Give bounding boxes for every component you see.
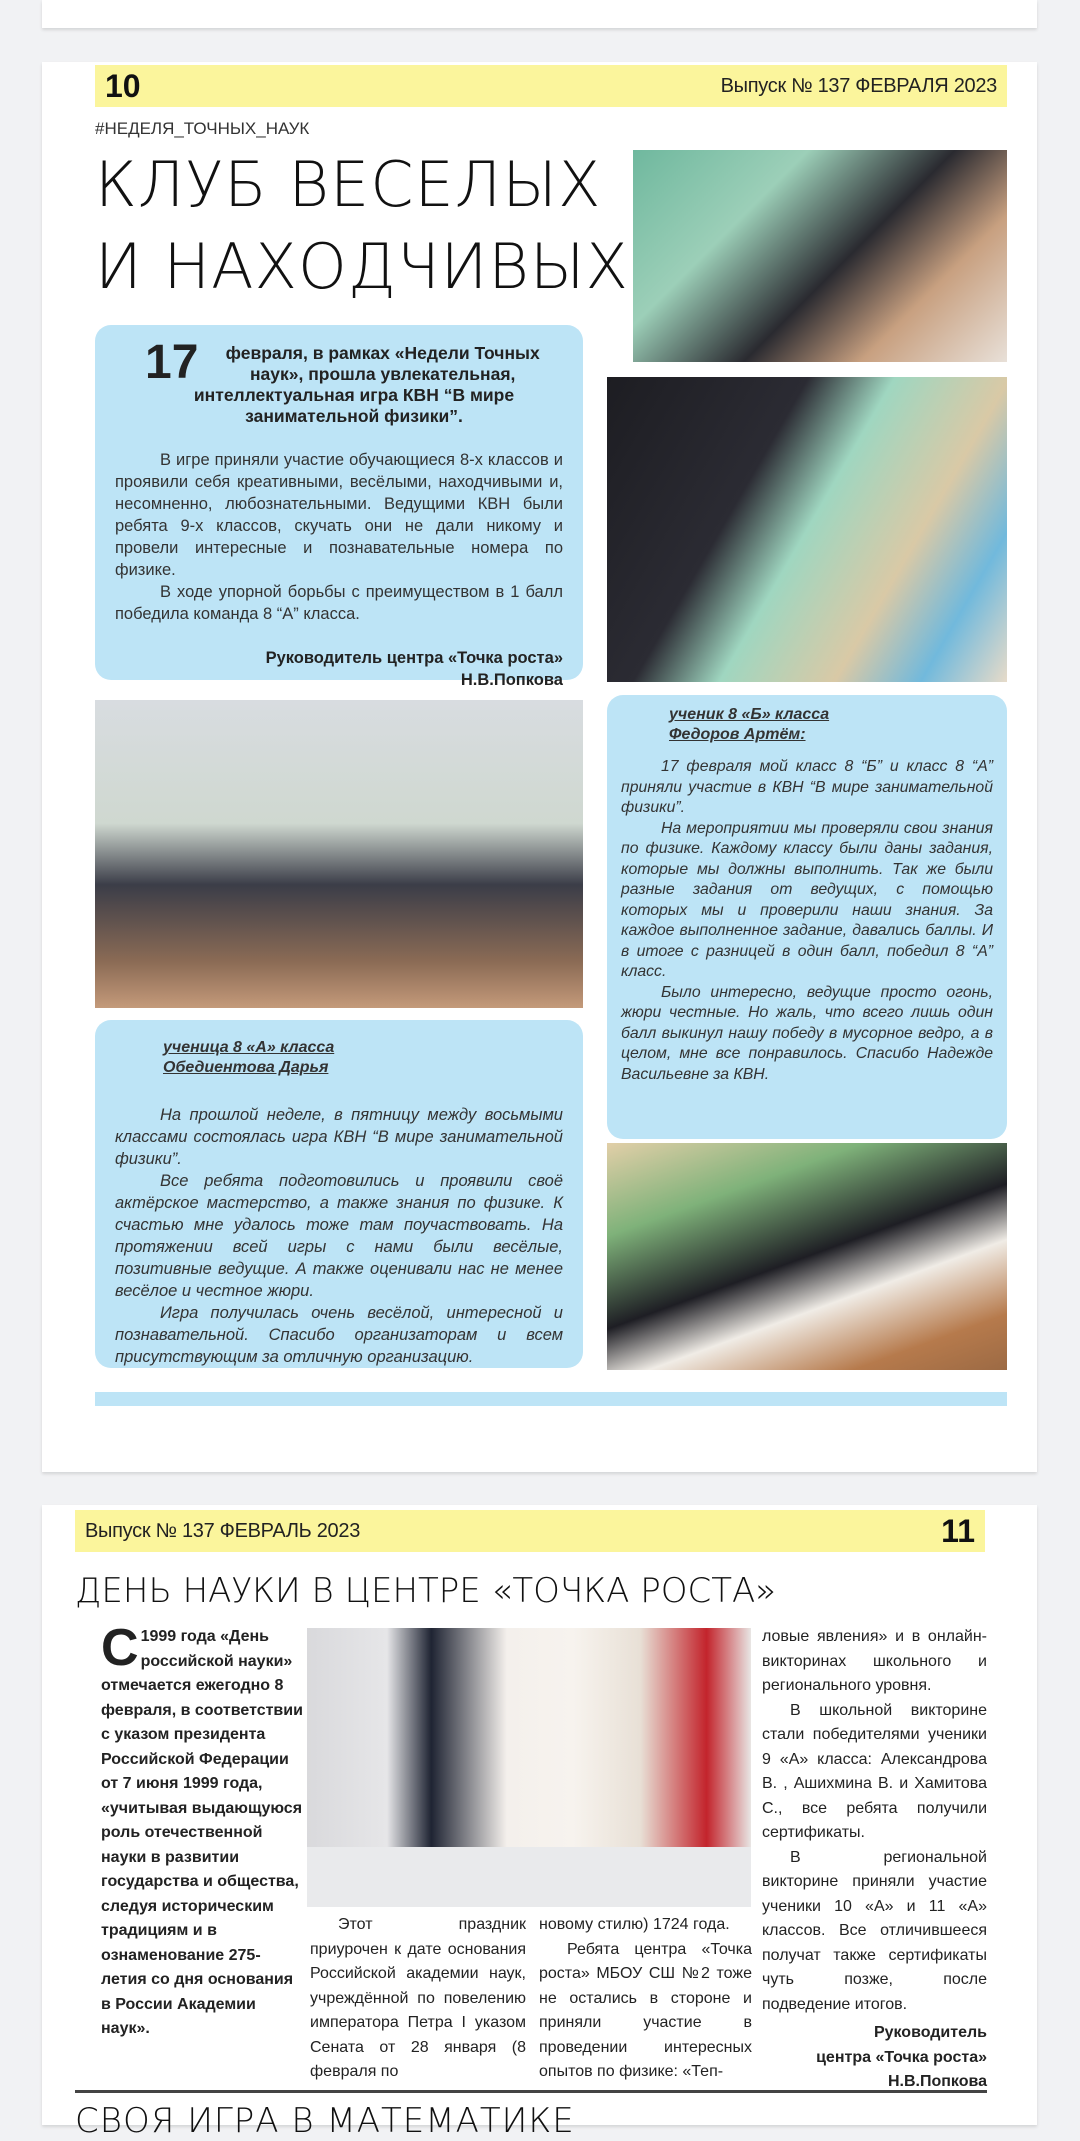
paragraph: Этот праздник приурочен к дате основания Российской академии наук, учреждённой по повелению императора Петра I указом Сената от 28 января (8 февраля по (310, 1916, 526, 2080)
signature-name: Н.В.Попкова (887, 2073, 987, 2090)
column-3 (539, 1913, 752, 2085)
newspaper-page-10 (42, 62, 1037, 1472)
quote-obedientova (95, 1020, 583, 1368)
issue-info: Выпуск № 137 ФЕВРАЛЬ 2023 (85, 1519, 361, 1542)
photo-class-with-hats (607, 1143, 1007, 1370)
paragraph: В ходе упорной борьбы с преимуществом в 1 балл победила команда 8 “А” класса. (115, 583, 563, 623)
issue-info: Выпуск № 137 ФЕВРАЛЯ 2023 (720, 74, 997, 97)
previous-page (42, 0, 1037, 28)
photo-science-experiment (307, 1628, 751, 1907)
author-line: ученица 8 «А» класса (163, 1039, 335, 1056)
paragraph: В школьной викторине стали победителями ученики 9 «А» класса: Александрова В. , Ашихмина В. и Хамитова С., все ребята получили сертификаты. (762, 1701, 987, 1841)
newspaper-page-11 (42, 1505, 1037, 2141)
divider-bar (95, 1392, 1007, 1406)
signature-name: Н.В.Попкова (460, 671, 563, 689)
paragraph: Игра получилась очень весёлой, интересной и познавательной. Спасибо организаторам и всем присутствующим за отличную организацию. (115, 1304, 563, 1366)
drop-cap: С (101, 1619, 139, 1677)
column-2 (310, 1913, 526, 2085)
photo-boys-with-balloon (607, 377, 1007, 682)
page-header (75, 1510, 985, 1552)
author-line: Федоров Артём: (669, 726, 806, 743)
paragraph: новому стилю) 1724 года. (539, 1916, 730, 1933)
paragraph: На мероприятии мы проверяли свои знания по физике. Каждому классу были даны задания, которые мы должны выполнить. Так же были разные задания от ведущих, с помощью которых мы и проверили наши знания. За каждое выполненное задание, давались баллы. И в итоге с разницей в один балл, победил 8 “А” класс. (621, 819, 993, 980)
signature: центра «Точка роста» (816, 2048, 987, 2066)
paragraph: Было интересно, ведущие просто огонь, жюри честные. Но жаль, что всего лишь один балл выкинул нашу победу в мусорное ведро, а в целом, мне все понравилось. Спасибо Надежде Васильевне за КВН. (621, 983, 993, 1083)
title-line: И НАХОДЧИВЫХ (95, 230, 630, 303)
quote-author (163, 1038, 563, 1078)
next-article-title: СВОЯ ИГРА В МАТЕМАТИКЕ (75, 2101, 575, 2141)
paragraph: В региональной викторине приняли участие ученики 10 «А» и 11 «А» классов. Все отличившееся получат также сертификаты чуть позже, после подведение итогов. (762, 1848, 987, 2013)
paragraph: Все ребята подготовились и проявили своё актёрское мастерство, а также знания по физике. К счастью мне удалось тоже там поучаствовать. На протяжении всей игры с нами были весёлые, позитивные ведущие. А также оценивали нас не менее весёлое и честное жюри. (115, 1172, 563, 1300)
paragraph: ловые явления» и в онлайн-викторинах школьного и регионального уровня. (762, 1628, 987, 1694)
page-number: 11 (941, 1512, 975, 1549)
section-divider (75, 2090, 987, 2093)
paragraph: На прошлой неделе, в пятницу между восьмыми классами состоялась игра КВН “В мире занимательной физики”. (115, 1106, 563, 1168)
paragraph: 17 февраля мой класс 8 “Б” и класс 8 “А” приняли участие в КВН “В мире занимательной физики”. (621, 758, 993, 816)
page-number: 10 (105, 67, 141, 104)
paragraph: В игре приняли участие обучающиеся 8-х классов и проявили себя креативными, весёлыми, находчивыми и, несомненно, любознательными. Ведущими КВН были ребята 9-х классов, скучать они не дали никому и провели интересные и познавательные номера по физике. (115, 451, 563, 579)
intro-lead: февраля, в рамках «Недели Точных наук», прошла увлекательная, интеллектуальная игра КВН “В мире занимательной физики”. (193, 343, 540, 426)
article-title (95, 144, 629, 308)
article-title: ДЕНЬ НАУКИ В ЦЕНТРЕ «ТОЧКА РОСТА» (75, 1571, 777, 1611)
paragraph: Ребята центра «Точка роста» МБОУ СШ №2 тоже не остались в стороне и приняли участие в проведении интересных опытов по физике: «Теп- (539, 1940, 752, 2080)
hashtag: #НЕДЕЛЯ_ТОЧНЫХ_НАУК (95, 119, 310, 138)
signature: Руководитель (873, 2024, 987, 2041)
drop-cap: 17 (145, 336, 199, 389)
page-header (95, 65, 1007, 107)
author-line: ученик 8 «Б» класса (669, 706, 830, 723)
column-4 (762, 1625, 987, 2095)
photo-students-in-hats (633, 150, 1007, 362)
signature: Руководитель центра «Точка роста» (265, 649, 563, 667)
column-1 (101, 1619, 303, 2042)
intro-box (95, 325, 583, 689)
author-line: Обедиентова Дарья (163, 1059, 329, 1076)
paragraph: 1999 года «День российской науки» отмечается ежегодно 8 февраля, в соответствии с указом президента Российской Федерации от 7 июня 1999 года, «учитывая выдающуюся роль отечественной науки в развитии государства и общества, следуя историческим традициям и в ознаменование 275-летия со дня основания в России Академии наук». (101, 1628, 303, 2037)
title-line: КЛУБ ВЕСЕЛЫХ (95, 148, 602, 221)
quote-author (669, 705, 993, 745)
quote-fedorov (607, 695, 1007, 1139)
photo-stage-performance (95, 700, 583, 1008)
